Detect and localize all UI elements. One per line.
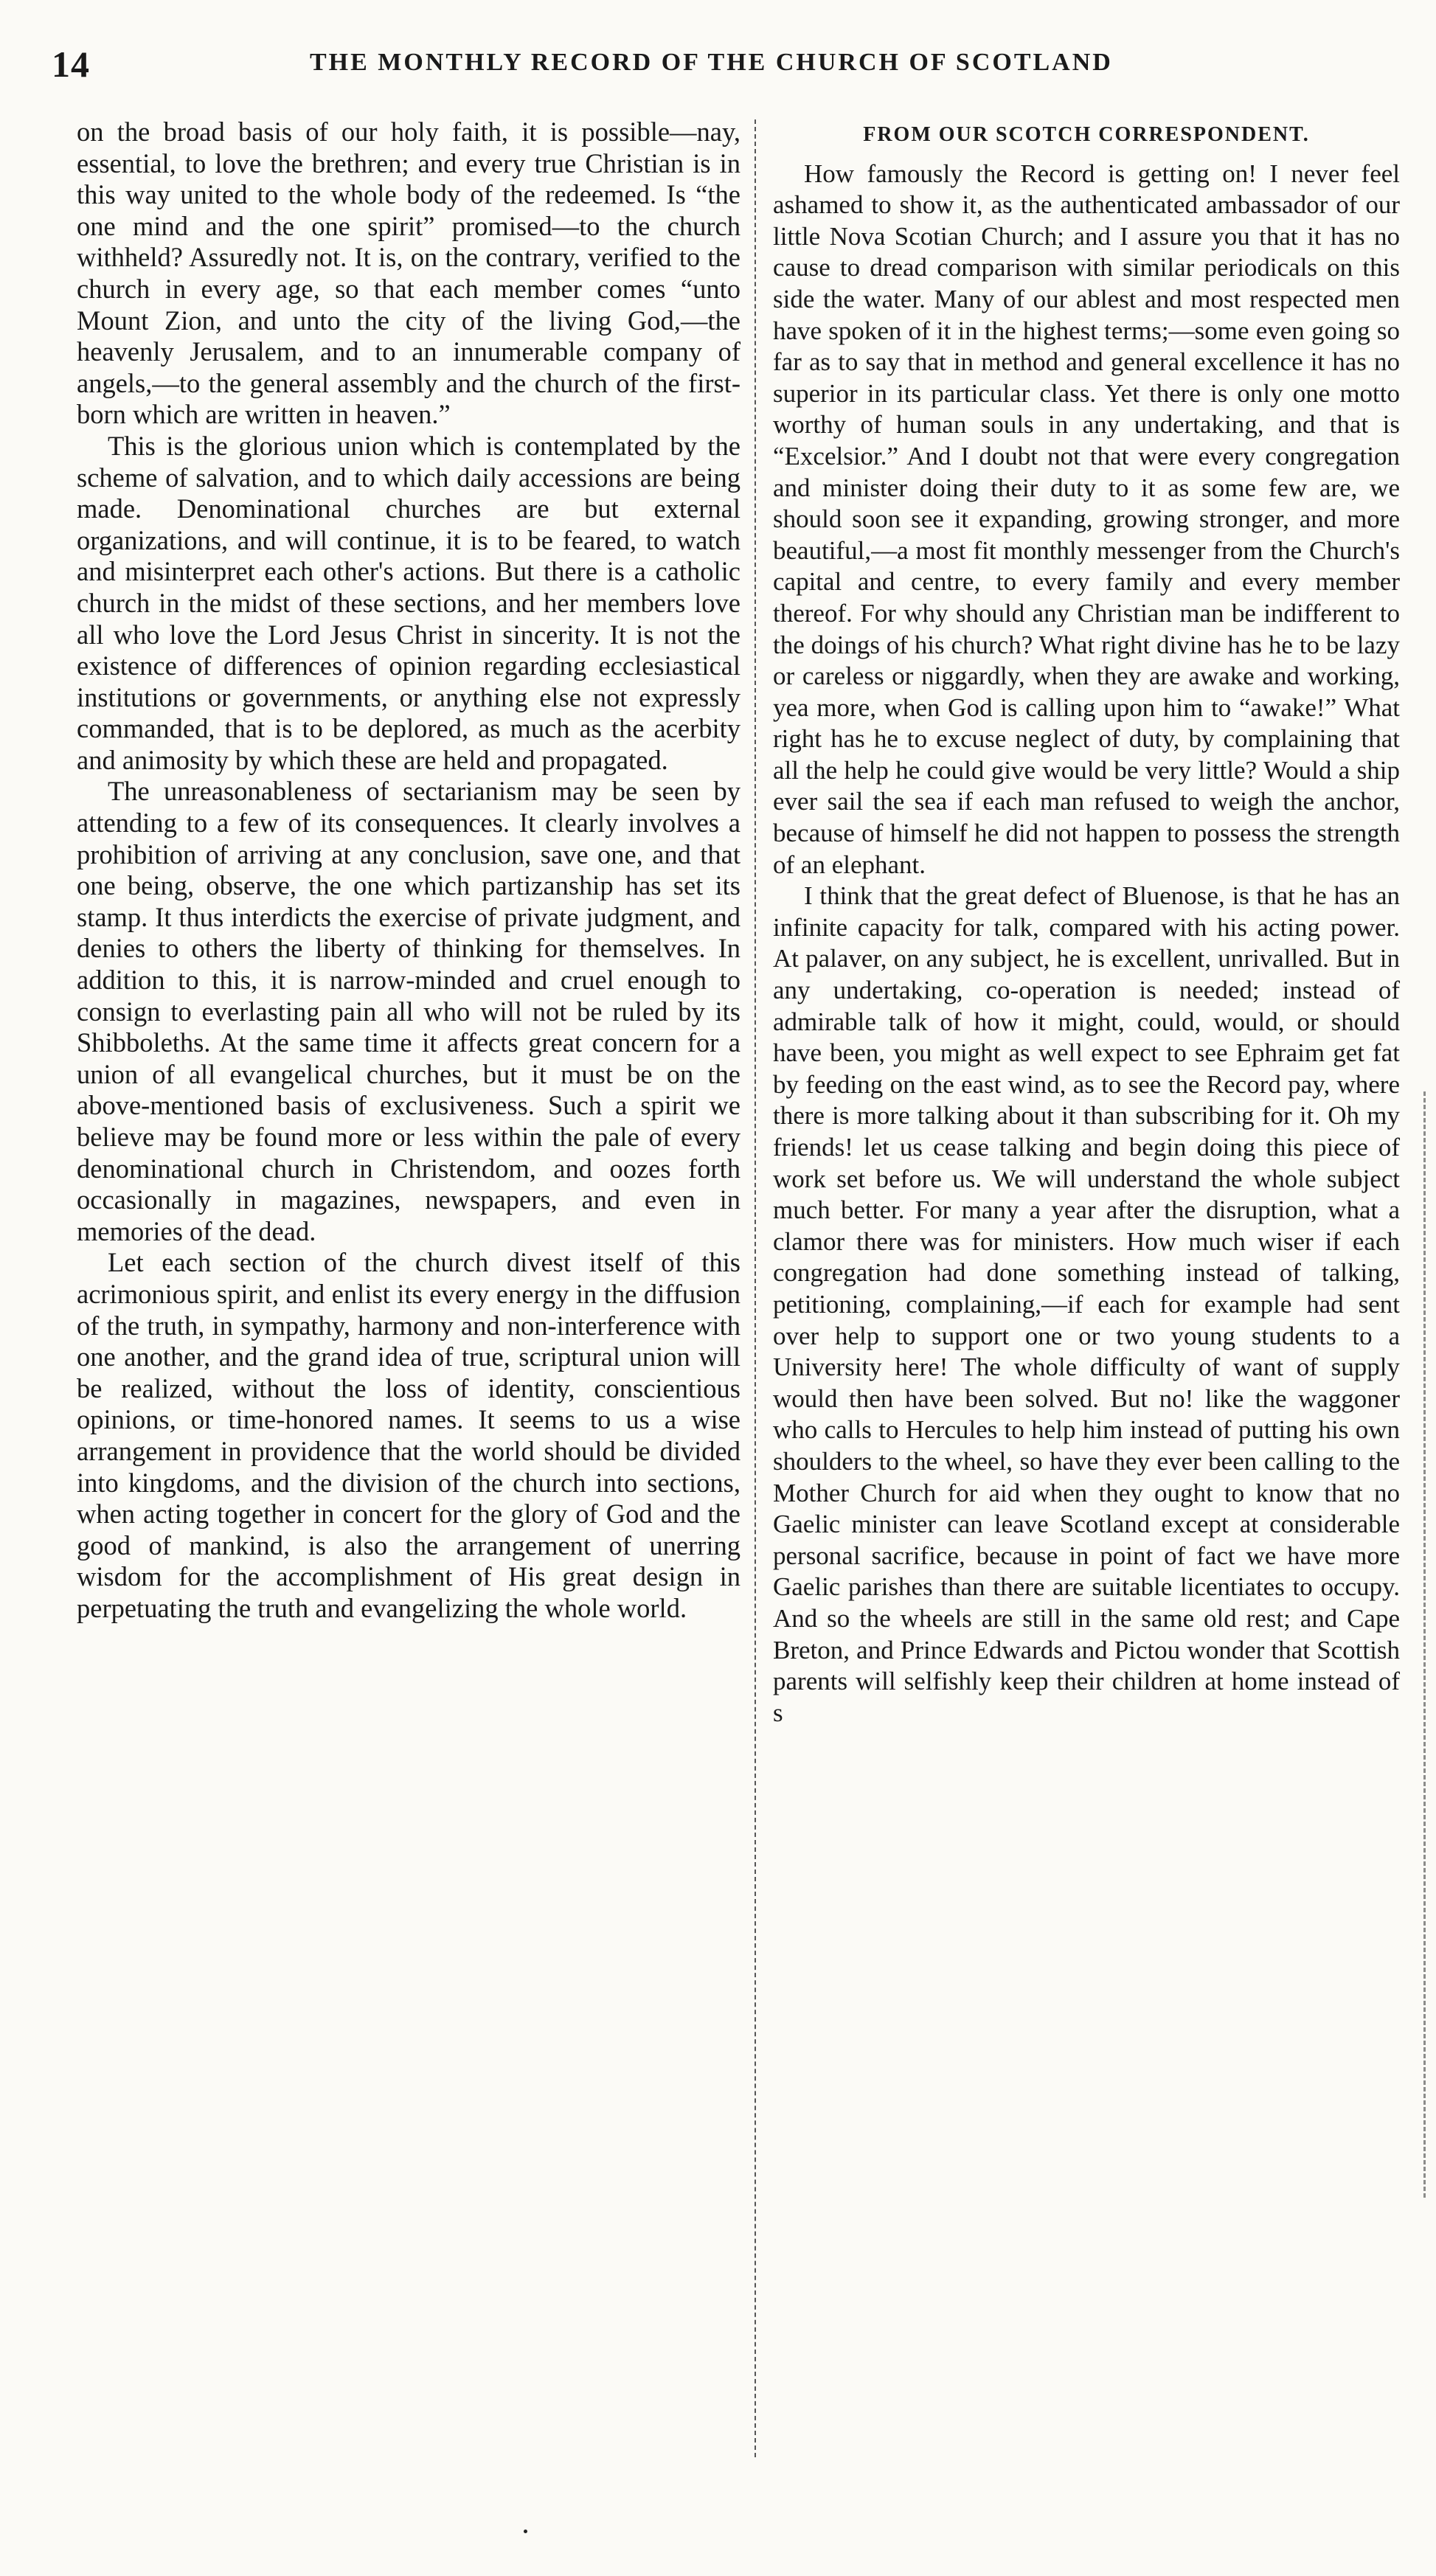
left-column <box>77 117 740 1625</box>
right-paragraph-1: How famously the Record is getting on! I never feel ashamed to show it, as the authenticated ambassador of our little Nova Scotian Church; and I assure you that it has no cause to dread comparison with similar periodicals on this side the water. Many of our ablest and most respected men have spoken of it in the highest terms;—some even going so far as to say that in method and general excellence it has no superior in its particular class. Yet there is only one motto worthy of human souls in any undertaking, and that is “Excelsior.” And I doubt not that were every congregation and minister doing their duty to it as some few are, we should soon see it expanding, growing stronger, and more beautiful,—a most fit monthly messenger from the Church's capital and centre, to every family and every member thereof. For why should any Christian man be indifferent to the doings of his church? What right divine has he to be lazy or careless or niggardly, when they are awake and working, yea more, when God is calling upon him to “awake!” What right has he to excuse neglect of duty, by complaining that all the help he could give would be very little? Would a ship ever sail the sea if each man refused to weigh the anchor, because of himself he did not happen to possess the strength of an elephant. <box>773 159 1400 879</box>
page-number: 14 <box>52 44 90 85</box>
margin-marks <box>1423 1091 1429 2198</box>
left-paragraph-4: Let each section of the church divest itself of this acrimonious spirit, and enlist its every energy in the diffusion of the truth, in sympathy, harmony and non-interference with one another, and the grand idea of true, scriptural union will be realized, without the loss of identity, conscientious opinions, or time-honored names. It seems to us a wise arrangement in providence that the world should be divided into kingdoms, and the division of the church into sections, when acting together in concert for the glory of God and the good of mankind, is also the arrangement of unerring wisdom for the accomplishment of His great design in perpetuating the truth and evangelizing the whole world. <box>77 1247 740 1623</box>
column-divider <box>755 119 756 2457</box>
article-heading: FROM OUR SCOTCH CORRESPONDENT. <box>863 123 1310 146</box>
right-column <box>773 119 1400 1729</box>
left-paragraph-1: on the broad basis of our holy faith, it is possible—nay, essential, to love the brethren; and every true Christian is in this way united to the whole body of the redeemed. Is “the one mind and the one spirit” promised—to the church withheld? Assuredly not. It is, on the contrary, verified to the church in every age, so that each member comes “unto Mount Zion, and unto the city of the living God,—the heavenly Jerusalem, and to an innumerable company of angels,—to the general assembly and the church of the first-born which are written in heaven.” <box>77 117 740 430</box>
right-paragraph-2: I think that the great defect of Bluenose, is that he has an infinite capacity for talk, compared with his acting power. At palaver, on any subject, he is excellent, unrivalled. But in any undertaking, co-operation is needed; instead of admirable talk of how it might, could, would, or should have been, you might as well expect to see Ephraim get fat by feeding on the east wind, as to see the Record pay, where there is more talking about it than subscribing for it. Oh my friends! let us cease talking and begin doing this piece of work set before us. We will understand the whole subject much better. For many a year after the disruption, what a clamor there was for ministers. How much wiser if each congregation had done something instead of talking, petitioning, complaining,—if each for example had sent over help to support one or two young students to a University here! The whole difficulty of want of supply would then have been solved. But no! like the waggoner who calls to Hercules to help him instead of putting his own shoulders to the wheel, so have they ever been calling to the Mother Church for aid when they ought to know that no Gaelic minister can leave Scotland except at considerable personal sacrifice, because in point of fact we have more Gaelic parishes than there are suitable licentiates to occupy. And so the wheels are still in the same old rest; and Cape Breton, and Prince Edwards and Pictou wonder that Scottish parents will selfishly keep their children at home instead of s <box>773 881 1400 1727</box>
left-paragraph-2: This is the glorious union which is contemplated by the scheme of salvation, and to which daily accessions are being made. Denominational churches are but external organizations, and will continue, it is to be feared, to watch and misinterpret each other's actions. But there is a catholic church in the midst of these sections, and her members love all who love the Lord Jesus Christ in sincerity. It is not the existence of differences of opinion regarding ecclesiastical institutions or governments, or anything else not expressly commanded, that is to be deplored, as much as the acerbity and animosity by which these are held and propagated. <box>77 430 740 775</box>
left-paragraph-3: The unreasonableness of sectarianism may be seen by attending to a few of its consequences. It clearly involves a prohibition of arriving at any conclusion, save one, and that one being, observe, the one which partizanship has set its stamp. It thus interdicts the exercise of private judgment, and denies to others the liberty of thinking for themselves. In addition to this, it is narrow-minded and cruel enough to consign to everlasting pain all who will not be ruled by its Shibboleths. At the same time it affects great concern for a union of all evangelical churches, but it must be on the above-mentioned basis of exclusiveness. Such a spirit we believe may be found more or less within the pale of every denominational church in Christendom, and oozes forth occasionally in magazines, newspapers, and even in memories of the dead. <box>77 776 740 1246</box>
ink-speck <box>524 2530 527 2533</box>
running-title: THE MONTHLY RECORD OF THE CHURCH OF SCOTLAND <box>310 49 1113 76</box>
